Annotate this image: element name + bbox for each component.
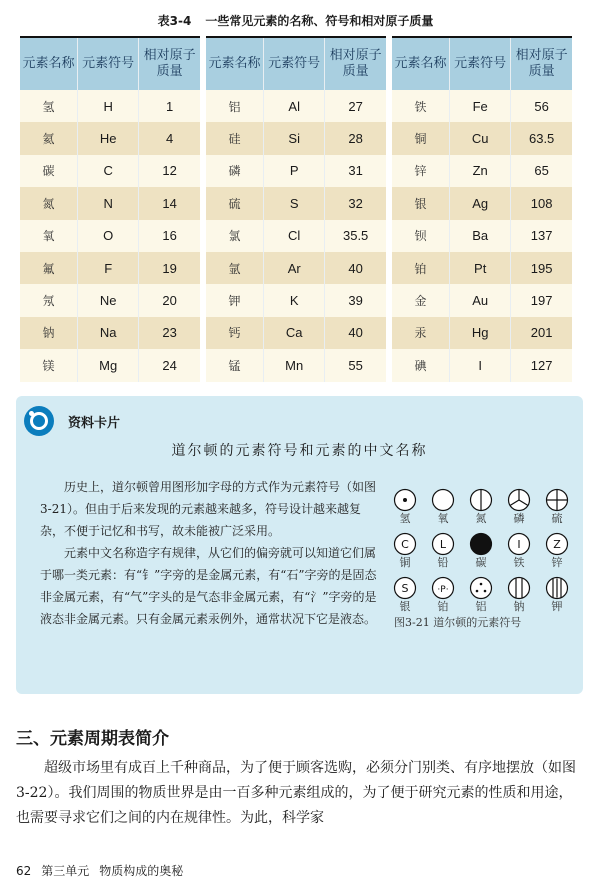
table-row: [206, 252, 386, 284]
section-body: [16, 756, 576, 831]
dalton-symbol-name: 铝: [475, 600, 487, 613]
dalton-symbol-name: 铂: [437, 600, 449, 613]
element-name-cell: 氟: [20, 252, 78, 284]
column-header: 元素符号: [450, 38, 511, 90]
dalton-symbol-grid: [386, 488, 576, 614]
element-name-cell: 氩: [206, 252, 264, 284]
table-group-3: [392, 36, 572, 382]
column-header: 元素名称: [206, 38, 264, 90]
dalton-symbol-icon: [507, 532, 531, 556]
element-symbol-cell: Cu: [450, 122, 511, 154]
element-symbol-cell: He: [78, 122, 139, 154]
table-row: [206, 317, 386, 349]
element-symbol-cell: Ar: [264, 252, 325, 284]
dalton-symbol: [500, 532, 538, 570]
table-row: [392, 317, 572, 349]
dalton-symbol: [386, 576, 424, 614]
element-table: [20, 36, 572, 382]
table-group-1: [20, 36, 200, 382]
page-number: 62: [16, 864, 32, 878]
dalton-symbol: [462, 488, 500, 526]
dalton-symbol: [500, 488, 538, 526]
atomic-mass-cell: 39: [325, 284, 386, 316]
dalton-symbol-icon: [393, 488, 417, 512]
element-symbol-cell: Cl: [264, 220, 325, 252]
dalton-symbol-icon: [431, 576, 455, 600]
dalton-symbol-icon: [507, 576, 531, 600]
table-title: 一些常见元素的名称、符号和相对原子质量: [205, 14, 434, 28]
element-name-cell: 锰: [206, 349, 264, 381]
element-name-cell: 氦: [20, 122, 78, 154]
element-symbol-cell: Ba: [450, 220, 511, 252]
column-header: 相对原子质量: [325, 38, 386, 90]
element-symbol-cell: Ne: [78, 284, 139, 316]
table-row: [20, 317, 200, 349]
atomic-mass-cell: 65: [511, 155, 572, 187]
atomic-mass-cell: 4: [139, 122, 200, 154]
atomic-mass-cell: 27: [325, 90, 386, 122]
element-name-cell: 铜: [392, 122, 450, 154]
column-header: 元素名称: [392, 38, 450, 90]
dalton-symbol-name: 氧: [437, 512, 449, 525]
dalton-symbol-icon: [545, 576, 569, 600]
element-name-cell: 铁: [392, 90, 450, 122]
element-name-cell: 镁: [20, 349, 78, 381]
element-name-cell: 汞: [392, 317, 450, 349]
dalton-symbol: [462, 532, 500, 570]
table-row: [20, 90, 200, 122]
table-row: [392, 220, 572, 252]
column-header: 元素符号: [78, 38, 139, 90]
table-row: [206, 155, 386, 187]
atomic-mass-cell: 40: [325, 252, 386, 284]
dalton-symbol-name: 碳: [475, 556, 487, 569]
atomic-mass-cell: 14: [139, 187, 200, 219]
element-symbol-cell: C: [78, 155, 139, 187]
dalton-symbol-name: 磷: [513, 512, 525, 525]
info-paragraph-1: 历史上，道尔顿曾用图形加字母的方式作为元素符号（如图3-21）。但由于后来发现的元素越来越多，符号设计越来越复杂，不便于记忆和书写，故未能被广泛采用。: [40, 480, 377, 538]
atomic-mass-cell: 32: [325, 187, 386, 219]
atomic-mass-cell: 28: [325, 122, 386, 154]
section-paragraph: 超级市场里有成百上千种商品，为了便于顾客选购，必须分门别类、有序地摆放（如图3-22）。我们周围的物质世界是由一百多种元素组成的，为了便于研究元素的性质和用途，也需要寻求它们之间的内在规律性。为此，科学家: [16, 760, 576, 826]
dalton-symbol-name: 钾: [551, 600, 563, 613]
element-name-cell: 氖: [20, 284, 78, 316]
atomic-mass-cell: 35.5: [325, 220, 386, 252]
dalton-symbol: [538, 488, 576, 526]
element-symbol-cell: Mn: [264, 349, 325, 381]
info-card-label: 资料卡片: [68, 416, 121, 431]
dalton-symbol-icon: [431, 532, 455, 556]
element-symbol-cell: I: [450, 349, 511, 381]
atomic-mass-cell: 1: [139, 90, 200, 122]
element-name-cell: 钾: [206, 284, 264, 316]
atomic-mass-cell: 16: [139, 220, 200, 252]
info-card-title: 道尔顿的元素符号和元素的中文名称: [171, 443, 428, 459]
element-name-cell: 铝: [206, 90, 264, 122]
dalton-symbol-letter: L: [439, 538, 447, 551]
info-card-text: [40, 476, 380, 630]
dalton-symbol-letter: S: [401, 582, 409, 595]
dalton-symbol-icon: [431, 488, 455, 512]
element-symbol-cell: H: [78, 90, 139, 122]
element-name-cell: 钡: [392, 220, 450, 252]
table-row: [206, 349, 386, 381]
table-row: [20, 284, 200, 316]
atomic-mass-cell: 24: [139, 349, 200, 381]
table-group-2: [206, 36, 386, 382]
element-name-cell: 磷: [206, 155, 264, 187]
dalton-symbol: [462, 576, 500, 614]
atomic-mass-cell: 12: [139, 155, 200, 187]
atomic-mass-cell: 127: [511, 349, 572, 381]
dalton-symbol: [424, 532, 462, 570]
chapter-label: 物质构成的奥秘: [99, 864, 184, 878]
dalton-symbol: [424, 576, 462, 614]
element-name-cell: 银: [392, 187, 450, 219]
column-header: 相对原子质量: [511, 38, 572, 90]
element-symbol-cell: Ag: [450, 187, 511, 219]
dalton-symbol-letter: ·P·: [437, 585, 449, 595]
column-header: 相对原子质量: [139, 38, 200, 90]
element-name-cell: 钙: [206, 317, 264, 349]
table-row: [20, 187, 200, 219]
element-symbol-cell: Au: [450, 284, 511, 316]
dalton-symbol: [386, 532, 424, 570]
dalton-symbol-icon: [469, 532, 493, 556]
element-symbol-cell: O: [78, 220, 139, 252]
atomic-mass-cell: 56: [511, 90, 572, 122]
dalton-symbol-name: 氮: [475, 512, 487, 525]
info-card: [16, 396, 583, 694]
dalton-symbol-icon: [469, 488, 493, 512]
element-symbol-cell: Al: [264, 90, 325, 122]
atomic-mass-cell: 108: [511, 187, 572, 219]
element-symbol-cell: S: [264, 187, 325, 219]
element-name-cell: 氮: [20, 187, 78, 219]
dalton-symbol-name: 铅: [437, 556, 449, 569]
atomic-mass-cell: 19: [139, 252, 200, 284]
atomic-mass-cell: 63.5: [511, 122, 572, 154]
table-row: [20, 220, 200, 252]
dalton-symbol-name: 铁: [513, 556, 525, 569]
element-name-cell: 锌: [392, 155, 450, 187]
table-row: [392, 122, 572, 154]
table-row: [20, 122, 200, 154]
column-header: 元素符号: [264, 38, 325, 90]
dalton-symbol-icon: [507, 488, 531, 512]
dalton-symbol-letter: Z: [553, 538, 561, 551]
info-paragraph-2: 元素中文名称造字有规律，从它们的偏旁就可以知道它们属于哪一类元素：有“钅”字旁的是金属元素，有“石”字旁的是固态非金属元素，有“气”字头的是气态非金属元素，有“氵”字旁的是液态非金属元素。只有金属元素汞例外，通常状况下它是液态。: [40, 546, 377, 626]
dalton-symbol: [538, 576, 576, 614]
atomic-mass-cell: 40: [325, 317, 386, 349]
table-row: [20, 349, 200, 381]
element-symbol-cell: N: [78, 187, 139, 219]
dalton-symbol: [424, 488, 462, 526]
dalton-symbol-name: 钠: [513, 600, 525, 613]
element-name-cell: 氧: [20, 220, 78, 252]
element-name-cell: 氯: [206, 220, 264, 252]
element-name-cell: 硅: [206, 122, 264, 154]
atomic-mass-cell: 20: [139, 284, 200, 316]
dalton-symbol-icon: [393, 532, 417, 556]
info-card-icon: [24, 406, 54, 436]
table-row: [206, 220, 386, 252]
element-name-cell: 铂: [392, 252, 450, 284]
table-row: [206, 122, 386, 154]
table-row: [20, 252, 200, 284]
element-symbol-cell: F: [78, 252, 139, 284]
table-row: [206, 90, 386, 122]
table-number: 表3-4: [157, 14, 192, 28]
element-symbol-cell: Mg: [78, 349, 139, 381]
dalton-symbol-icon: [469, 576, 493, 600]
atomic-mass-cell: 195: [511, 252, 572, 284]
table-row: [392, 349, 572, 381]
dalton-symbol-letter: I: [517, 538, 521, 551]
element-symbol-cell: Si: [264, 122, 325, 154]
page-footer: [16, 862, 193, 879]
element-name-cell: 金: [392, 284, 450, 316]
element-symbol-cell: K: [264, 284, 325, 316]
dalton-symbol: [386, 488, 424, 526]
figure-caption: 图3-21 道尔顿的元素符号: [394, 616, 522, 629]
element-name-cell: 硫: [206, 187, 264, 219]
element-name-cell: 碳: [20, 155, 78, 187]
element-name-cell: 碘: [392, 349, 450, 381]
element-symbol-cell: Ca: [264, 317, 325, 349]
dalton-symbol-name: 银: [399, 600, 411, 613]
dalton-symbol-letter: C: [401, 538, 409, 551]
dalton-symbol-name: 氢: [399, 512, 411, 525]
element-symbol-cell: Zn: [450, 155, 511, 187]
element-symbol-cell: P: [264, 155, 325, 187]
section-heading: 三、元素周期表简介: [16, 729, 169, 749]
column-header: 元素名称: [20, 38, 78, 90]
element-symbol-cell: Fe: [450, 90, 511, 122]
table-row: [20, 155, 200, 187]
unit-label: 第三单元: [41, 864, 90, 878]
table-row: [206, 187, 386, 219]
atomic-mass-cell: 31: [325, 155, 386, 187]
dalton-symbol: [538, 532, 576, 570]
table-row: [392, 187, 572, 219]
atomic-mass-cell: 201: [511, 317, 572, 349]
table-row: [206, 284, 386, 316]
dalton-symbol-name: 锌: [551, 556, 563, 569]
element-name-cell: 钠: [20, 317, 78, 349]
element-name-cell: 氢: [20, 90, 78, 122]
element-symbol-cell: Na: [78, 317, 139, 349]
table-row: [392, 90, 572, 122]
atomic-mass-cell: 137: [511, 220, 572, 252]
element-symbol-cell: Pt: [450, 252, 511, 284]
table-row: [392, 252, 572, 284]
dalton-symbol-name: 铜: [399, 556, 411, 569]
dalton-symbol-name: 硫: [551, 512, 563, 525]
atomic-mass-cell: 23: [139, 317, 200, 349]
table-row: [392, 284, 572, 316]
dalton-symbol-icon: [393, 576, 417, 600]
element-symbol-cell: Hg: [450, 317, 511, 349]
dalton-symbol: [500, 576, 538, 614]
dalton-symbol-icon: [545, 532, 569, 556]
table-caption: [0, 12, 591, 29]
atomic-mass-cell: 197: [511, 284, 572, 316]
atomic-mass-cell: 55: [325, 349, 386, 381]
dalton-symbol-icon: [545, 488, 569, 512]
table-row: [392, 155, 572, 187]
